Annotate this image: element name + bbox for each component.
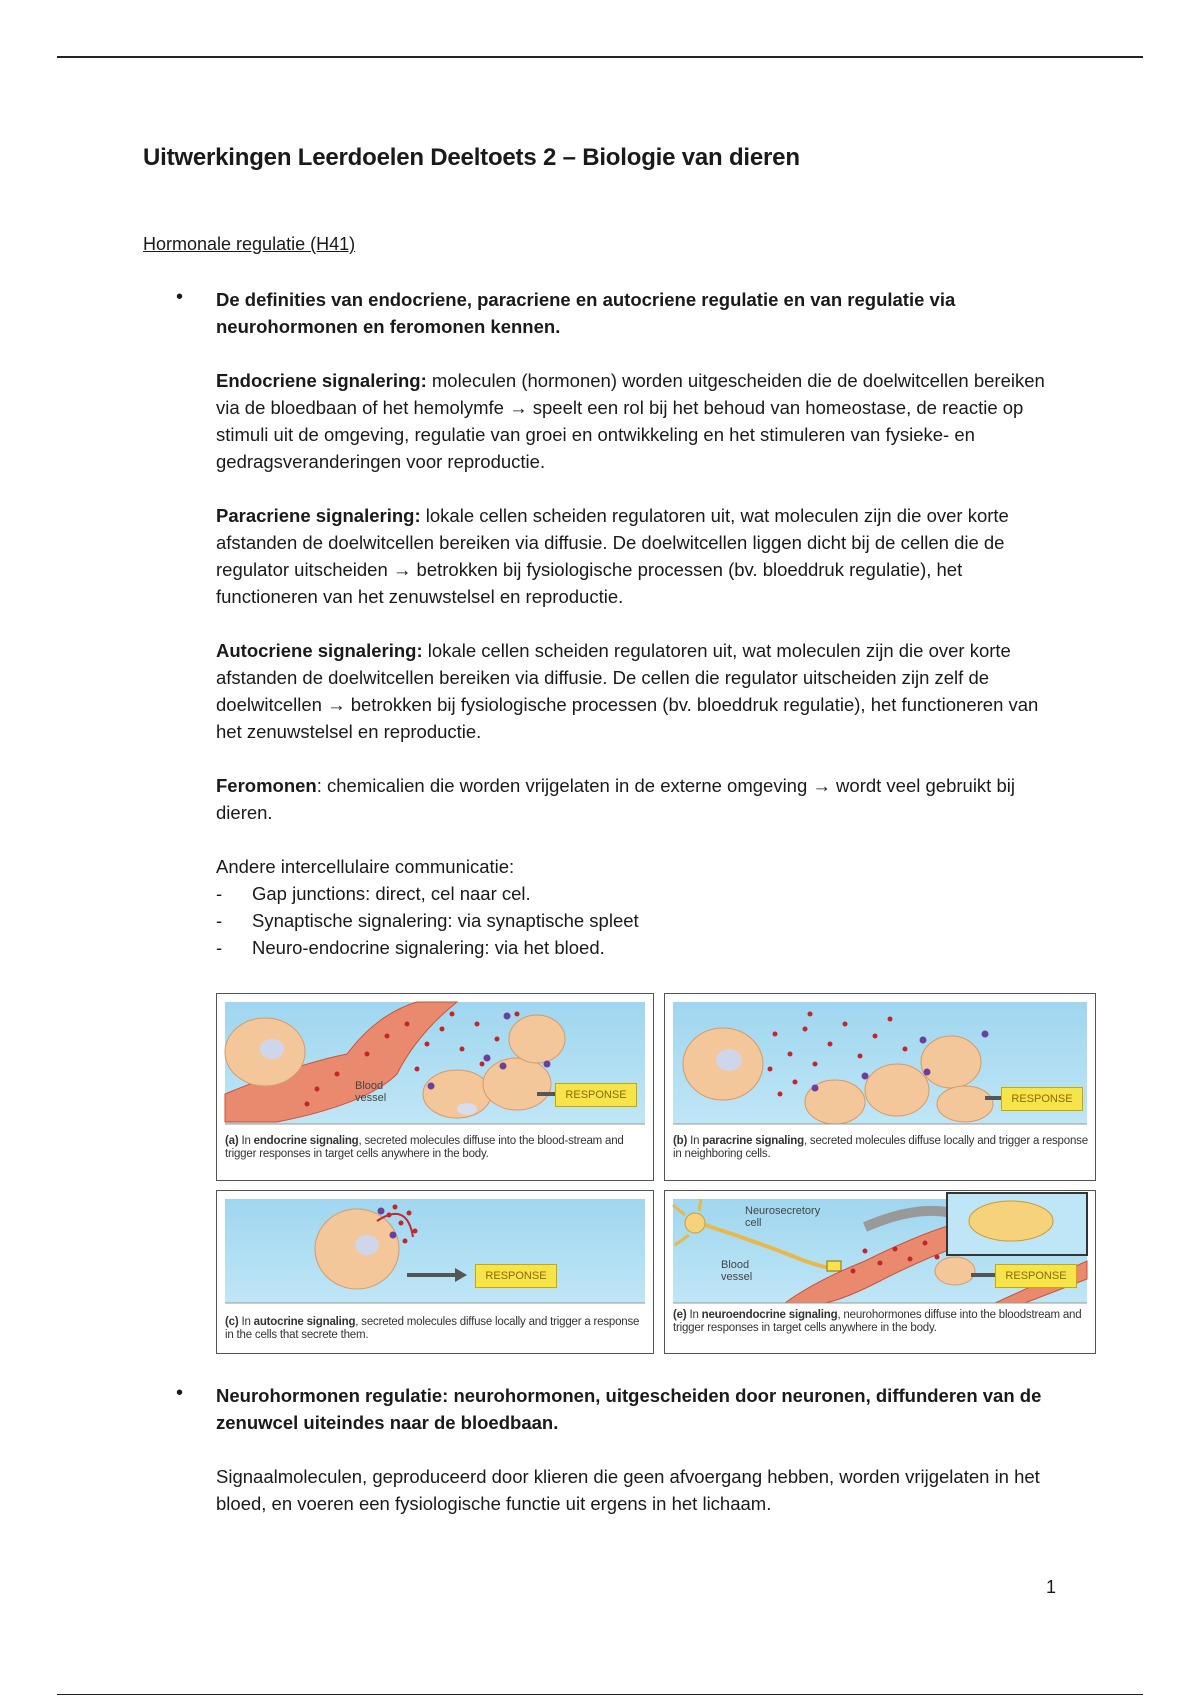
figure-paracrine: [664, 993, 1096, 1181]
paracrien-text: lokale cellen scheiden regulatoren uit, wat moleculen zijn die over korte afstanden de doelwitcellen bereiken via diffusie. De doelwitcellen liggen dicht bij de cellen die de regulator uitscheiden → betrokken bij fysiologische processen (bv. bloeddruk regulatie), het functioneren van het zenuwstelsel en reproductie.: [216, 505, 1009, 607]
bullet-marker: •: [176, 1382, 184, 1404]
autocrien-paragraph: [216, 637, 1066, 745]
autocrien-term: Autocriene signalering:: [216, 640, 423, 661]
bullet2-text: Signaalmoleculen, geproduceerd door klieren die geen afvoergang hebben, worden vrijgelaten in het bloed, en voeren een fysiologische functie uit ergens in het lichaam.: [216, 1466, 1040, 1514]
list-item: - Gap junctions: direct, cel naar cel.: [216, 883, 531, 904]
feromonen-text: : chemicalien die worden vrijgelaten in de externe omgeving → wordt veel gebruikt bij dieren.: [216, 775, 1015, 823]
section-heading: Hormonale regulatie (H41): [143, 234, 356, 254]
figure-endocrine: [216, 993, 654, 1181]
bullet2-content: [216, 1382, 1066, 1517]
header-rule: [57, 56, 1143, 58]
neurosecretory-cell-label: Neurosecretory cell: [745, 1205, 821, 1229]
feromonen-term: Feromonen: [216, 775, 317, 796]
footer-rule: [57, 1694, 1143, 1695]
response-box-e: RESPONSE: [995, 1264, 1077, 1288]
response-box-a: RESPONSE: [555, 1083, 637, 1107]
endocrien-text: moleculen (hormonen) worden uitgescheiden die de doelwitcellen bereiken via de bloedbaan of het hemolymfe → speelt een rol bij het behoud van homeostase, de reactie op stimuli uit de omgeving, regulatie van groei en ontwikkeling en het stimuleren van fysieke- en gedragsveranderingen voor reproductie.: [216, 370, 1045, 472]
paracrien-term: Paracriene signalering:: [216, 505, 421, 526]
bullet2-heading: Neurohormonen regulatie: neurohormonen, uitgescheiden door neuronen, diffunderen van de zenuwcel uiteindes naar de bloedbaan.: [216, 1385, 1042, 1433]
paracrien-paragraph: [216, 502, 1066, 610]
bullet-marker: •: [176, 286, 184, 308]
autocrien-text: lokale cellen scheiden regulatoren uit, wat moleculen zijn die over korte afstanden de doelwitcellen bereiken via diffusie. De cellen die regulator uitscheiden zijn zelf de doelwitcellen → betrokken bij fysiologische processen (bv. bloeddruk regulatie), het functioneren van het zenuwstelsel en reproductie.: [216, 640, 1039, 742]
figure-neuroendocrine: [664, 1190, 1096, 1354]
endocrien-paragraph: [216, 367, 1066, 475]
caption-e: (e) In neuroendocrine signaling, neurohormones diffuse into the bloodstream and trigger responses in target cells anywhere in the body.: [673, 1309, 1082, 1334]
response-box-c: RESPONSE: [475, 1264, 557, 1288]
caption-a: (a) In endocrine signaling, secreted molecules diffuse into the blood-stream and trigger responses in target cells anywhere in the body.: [225, 1135, 624, 1160]
andere-heading: Andere intercellulaire communicatie:: [216, 856, 515, 877]
response-box-b: RESPONSE: [1001, 1087, 1083, 1111]
bullet1-heading: De definities van endocriene, paracriene en autocriene regulatie en van regulatie via neurohormonen en feromonen kennen.: [216, 289, 956, 337]
endocrien-term: Endocriene signalering:: [216, 370, 427, 391]
list-item: - Neuro-endocrine signalering: via het bloed.: [216, 937, 605, 958]
caption-c: (c) In autocrine signaling, secreted molecules diffuse locally and trigger a response in the cells that secrete them.: [225, 1316, 640, 1341]
document-title: Uitwerkingen Leerdoelen Deeltoets 2 – Biologie van dieren: [143, 144, 800, 171]
figure-autocrine: [216, 1190, 654, 1354]
blood-vessel-label-e: Blood vessel: [721, 1259, 753, 1283]
list-item: - Synaptische signalering: via synaptische spleet: [216, 910, 639, 931]
caption-b: (b) In paracrine signaling, secreted molecules diffuse locally and trigger a response in neighboring cells.: [673, 1135, 1088, 1160]
page-number: 1: [1046, 1577, 1057, 1597]
blood-vessel-label-a: Blood vessel: [355, 1080, 387, 1104]
bullet1-content: [216, 286, 1066, 961]
feromonen-paragraph: [216, 772, 1066, 826]
